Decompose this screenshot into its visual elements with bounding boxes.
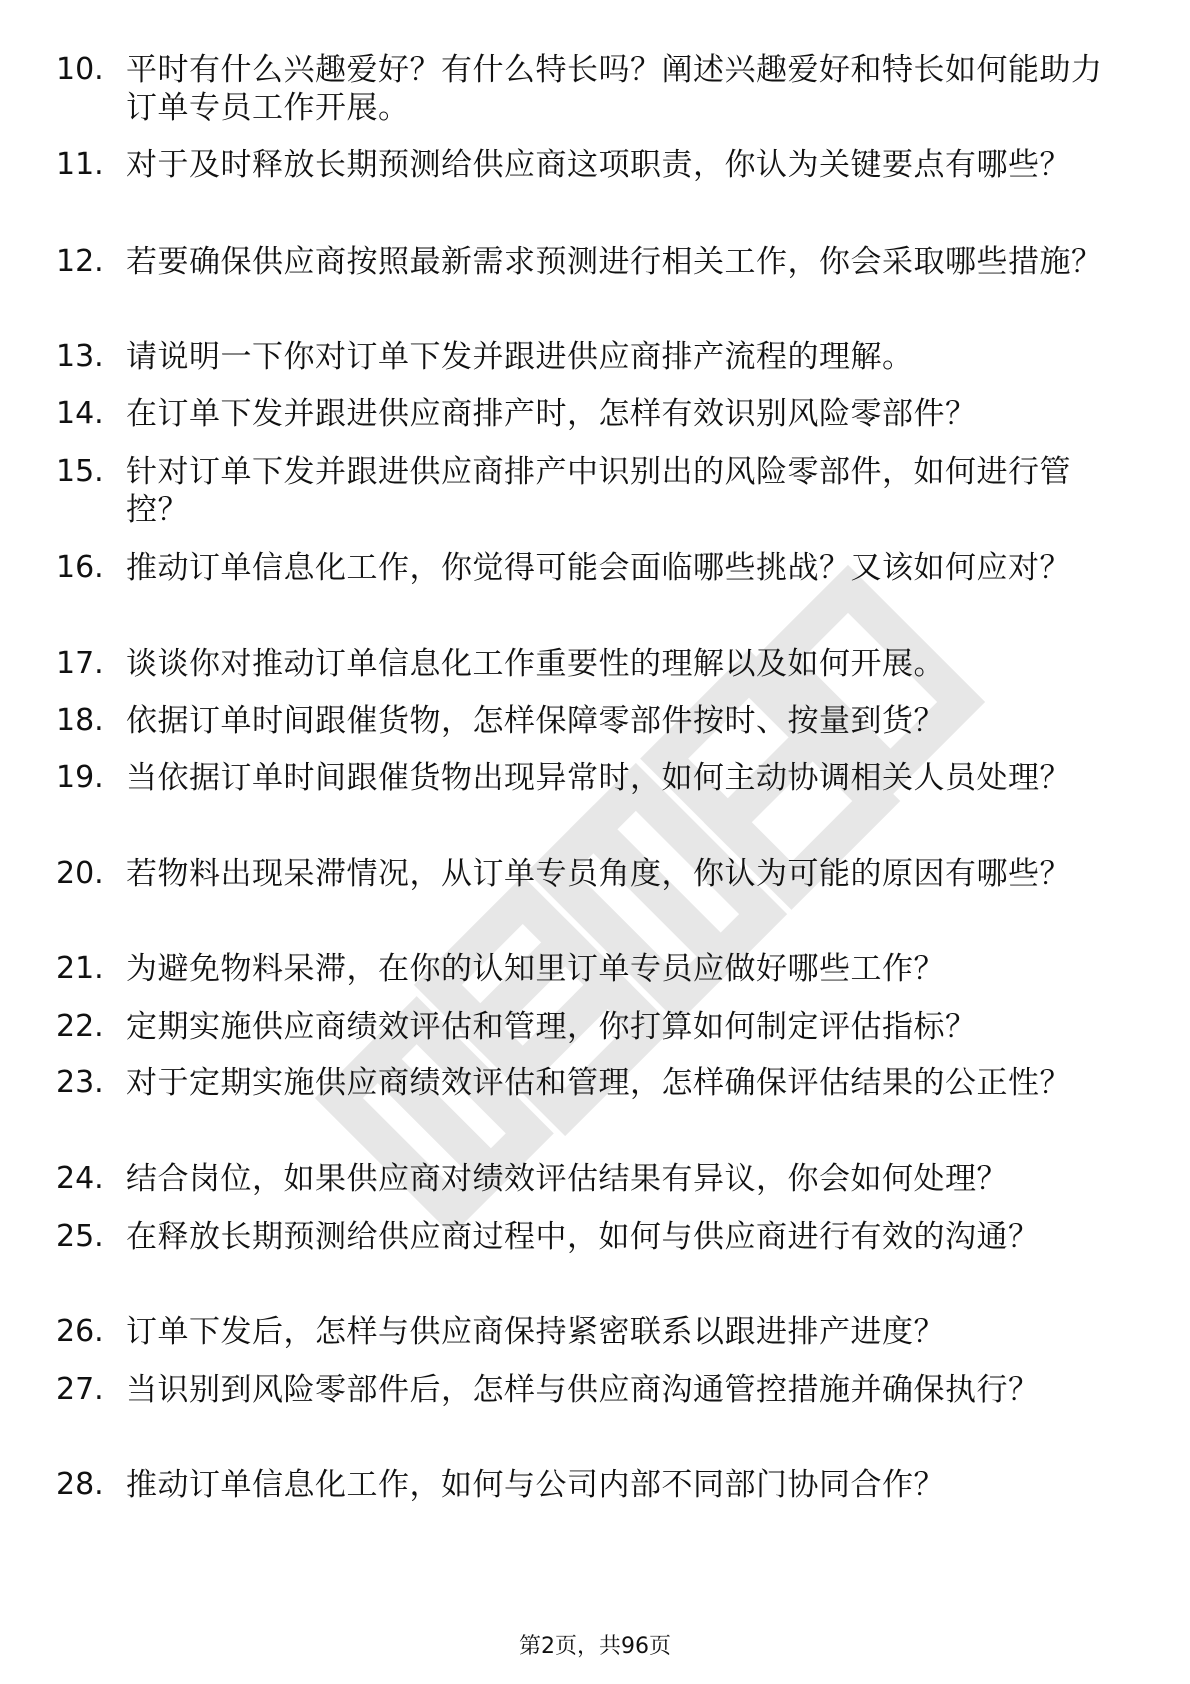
question-text: 推动订单信息化工作，如何与公司内部不同部门协同合作？ <box>126 1467 945 1503</box>
question-number: 27. <box>56 1372 104 1407</box>
question-text: 订单下发后，怎样与供应商保持紧密联系以跟进排产进度？ <box>126 1314 945 1350</box>
question-number: 14. <box>56 396 104 431</box>
question-text: 结合岗位，如果供应商对绩效评估结果有异议，你会如何处理？ <box>126 1161 1008 1197</box>
question-text: 当依据订单时间跟催货物出现异常时，如何主动协调相关人员处理？ <box>126 760 1071 796</box>
question-text: 请说明一下你对订单下发并跟进供应商排产流程的理解。 <box>126 339 914 375</box>
question-text: 在释放长期预测给供应商过程中，如何与供应商进行有效的沟通？ <box>126 1219 1040 1255</box>
question-number: 22. <box>56 1009 104 1044</box>
question-text: 对于及时释放长期预测给供应商这项职责，你认为关键要点有哪些？ <box>126 147 1071 183</box>
question-text: 若物料出现呆滞情况，从订单专员角度，你认为可能的原因有哪些？ <box>126 856 1071 892</box>
question-number: 17. <box>56 646 104 681</box>
question-text: 当识别到风险零部件后，怎样与供应商沟通管控措施并确保执行？ <box>126 1372 1040 1408</box>
question-number: 19. <box>56 760 104 795</box>
question-text: 若要确保供应商按照最新需求预测进行相关工作，你会采取哪些措施？ <box>126 244 1103 280</box>
question-number: 23. <box>56 1065 104 1100</box>
question-text: 谈谈你对推动订单信息化工作重要性的理解以及如何开展。 <box>126 646 945 682</box>
page-number: 第2页，共96页 <box>519 1634 671 1659</box>
question-text: 针对订单下发并跟进供应商排产中识别出的风险零部件，如何进行管控？ <box>126 454 1071 528</box>
question-number: 28. <box>56 1467 104 1502</box>
question-text: 对于定期实施供应商绩效评估和管理，怎样确保评估结果的公正性？ <box>126 1065 1071 1101</box>
question-number: 15. <box>56 454 104 489</box>
question-number: 26. <box>56 1314 104 1349</box>
question-text: 在订单下发并跟进供应商排产时，怎样有效识别风险零部件？ <box>126 396 977 432</box>
question-number: 18. <box>56 703 104 738</box>
question-number: 13. <box>56 339 104 374</box>
question-text: 推动订单信息化工作，你觉得可能会面临哪些挑战？又该如何应对？ <box>126 550 1071 586</box>
question-number: 16. <box>56 550 104 585</box>
question-text: 平时有什么兴趣爱好？有什么特长吗？阐述兴趣爱好和特长如何能助力订单专员工作开展。 <box>126 52 1103 126</box>
question-number: 10. <box>56 52 104 87</box>
question-text: 定期实施供应商绩效评估和管理，你打算如何制定评估指标？ <box>126 1009 977 1045</box>
question-number: 20. <box>56 856 104 891</box>
question-number: 24. <box>56 1161 104 1196</box>
question-number: 11. <box>56 147 104 182</box>
question-text: 为避免物料呆滞，在你的认知里订单专员应做好哪些工作？ <box>126 951 945 987</box>
question-text: 依据订单时间跟催货物，怎样保障零部件按时、按量到货？ <box>126 703 945 739</box>
question-number: 21. <box>56 951 104 986</box>
question-number: 25. <box>56 1219 104 1254</box>
question-number: 12. <box>56 244 104 279</box>
